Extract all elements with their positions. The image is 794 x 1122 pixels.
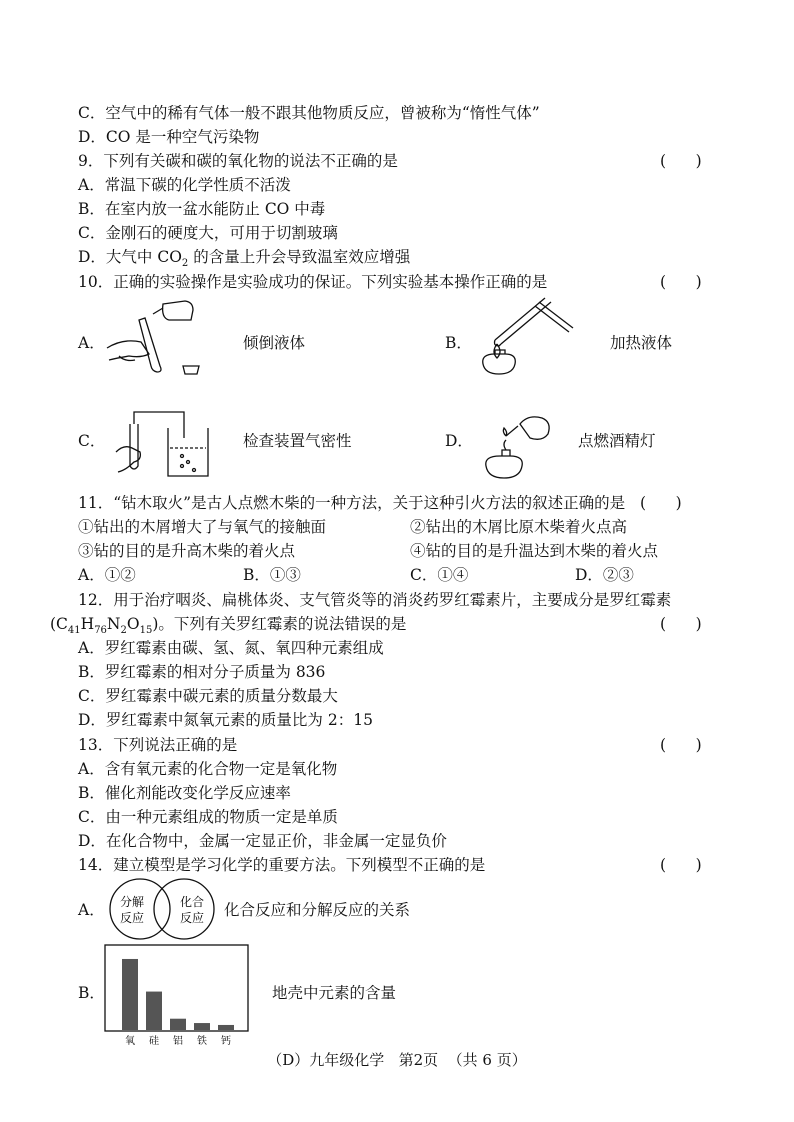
q12-formula-o-count: 15 [139, 625, 153, 637]
venn-left-line2: 反应 [119, 911, 145, 925]
q11-option-d: D．②③ [575, 566, 634, 584]
q12-option-d: D．罗红霉素中氮氧元素的质量比为 2：15 [78, 711, 373, 729]
bar-铝 [170, 1019, 186, 1030]
q10-stem: 10．正确的实验操作是实验成功的保证。下列实验基本操作正确的是 [78, 273, 548, 291]
venn-right-line1: 化合 [179, 895, 205, 909]
q9-option-b: B．在室内放一盆水能防止 CO 中毒 [78, 200, 326, 218]
q10-d-letter: D． [445, 432, 473, 450]
q9-option-a: A．常温下碳的化学性质不活泼 [78, 176, 291, 194]
venn-right-line2: 反应 [179, 911, 205, 925]
q12-formula-h-count: 76 [94, 625, 107, 637]
bar-硅 [146, 992, 162, 1030]
q9-option-d-sub: 2 [181, 258, 189, 270]
q10-c-letter: C． [78, 432, 106, 450]
q10-answer-paren[interactable]: ( ) [660, 273, 702, 291]
q12-formula-c-count: 41 [67, 625, 81, 637]
venn-diagram [104, 878, 220, 940]
q11-option-c: C．①④ [410, 566, 469, 584]
q12-formula-o: O [126, 615, 140, 633]
bar-铁 [194, 1023, 210, 1030]
q14-b-label: 地壳中元素的含量 [272, 984, 397, 1002]
q14-answer-paren[interactable]: ( ) [660, 856, 702, 874]
q11-stem: 11．“钻木取火”是古人点燃木柴的一种方法，关于这种引火方法的叙述正确的是 [78, 494, 626, 512]
q9-option-c: C．金刚石的硬度大，可用于切割玻璃 [78, 224, 338, 242]
q13-stem: 13．下列说法正确的是 [78, 736, 238, 754]
q12-answer-paren[interactable]: ( ) [660, 615, 702, 633]
q10-b-letter: B． [445, 334, 472, 352]
q9-answer-paren[interactable]: ( ) [660, 152, 702, 170]
q14-stem: 14．建立模型是学习化学的重要方法。下列模型不正确的是 [78, 856, 486, 874]
q11-statement-4: ④钻的目的是升温达到木柴的着火点 [410, 542, 659, 560]
q10-a-letter: A． [78, 334, 105, 352]
q13-option-c: C．由一种元素组成的物质一定是单质 [78, 808, 338, 826]
q14-a-letter: A． [78, 901, 105, 919]
q13-option-b: B．催化剂能改变化学反应速率 [78, 784, 291, 802]
q12-formula-open: (C [50, 615, 68, 633]
q9-option-d-post: 的含量上升会导致温室效应增强 [188, 248, 411, 266]
crust-element-bar-chart [104, 944, 250, 1046]
airtightness-check-figure [112, 408, 212, 480]
q12-option-b: B．罗红霉素的相对分子质量为 836 [78, 663, 326, 681]
q12-formula-h: H [80, 615, 95, 633]
q12-formula-n-count: 2 [120, 625, 127, 637]
q10-c-label: 检查装置气密性 [243, 432, 352, 450]
bar-钙 [218, 1025, 234, 1030]
tick-label-硅: 硅 [149, 1036, 159, 1047]
q12-option-c: C．罗红霉素中碳元素的质量分数最大 [78, 687, 338, 705]
q9-option-d-pre: D．大气中 CO [78, 248, 182, 266]
q11-statement-3: ③钻的目的是升高木柴的着火点 [78, 542, 296, 560]
q12-formula-rest: )。下列有关罗红霉素的说法错误的是 [152, 615, 407, 633]
q13-option-d: D．在化合物中，金属一定显正价，非金属一定显负价 [78, 832, 447, 850]
tick-label-铁: 铁 [197, 1036, 207, 1047]
tick-label-钙: 钙 [221, 1036, 231, 1047]
q12-stem: 12．用于治疗咽炎、扁桃体炎、支气管炎等的消炎药罗红霉素片，主要成分是罗红霉素 [78, 591, 672, 609]
q14-a-label: 化合反应和分解反应的关系 [224, 901, 411, 919]
q10-a-label: 倾倒液体 [243, 334, 306, 352]
q10-d-label: 点燃酒精灯 [578, 432, 656, 450]
q11-statement-1: ①钻出的木屑增大了与氧气的接触面 [78, 518, 327, 536]
bar-氧 [122, 959, 138, 1030]
q9-option-d [78, 247, 410, 274]
q10-b-label: 加热液体 [610, 334, 673, 352]
q11-statement-2: ②钻出的木屑比原木柴着火点高 [410, 518, 628, 536]
q11-option-b: B．①③ [243, 566, 301, 584]
light-lamp-figure [480, 410, 560, 482]
q14-b-letter: B． [78, 984, 105, 1002]
page-footer: （D）九年级化学 第2页 （共 6 页） [267, 1051, 527, 1069]
q8-option-c: C．空气中的稀有气体一般不跟其他物质反应，曾被称为“惰性气体” [78, 104, 540, 122]
q9-stem: 9．下列有关碳和碳的氧化物的说法不正确的是 [78, 152, 398, 170]
q11-option-a: A．①② [78, 566, 136, 584]
pour-liquid-figure [105, 298, 205, 378]
tick-label-氧: 氧 [125, 1036, 135, 1047]
venn-left-line1: 分解 [119, 895, 145, 909]
q12-option-a: A．罗红霉素由碳、氢、氮、氧四种元素组成 [78, 639, 384, 657]
q13-answer-paren[interactable]: ( ) [660, 736, 702, 754]
q8-option-d: D．CO 是一种空气污染物 [78, 128, 260, 146]
tick-label-铝: 铝 [173, 1036, 183, 1047]
q13-option-a: A．含有氧元素的化合物一定是氧化物 [78, 760, 338, 778]
heat-liquid-figure [465, 280, 575, 378]
q11-answer-paren[interactable]: ( ) [640, 494, 682, 512]
q12-formula-n: N [106, 615, 121, 633]
